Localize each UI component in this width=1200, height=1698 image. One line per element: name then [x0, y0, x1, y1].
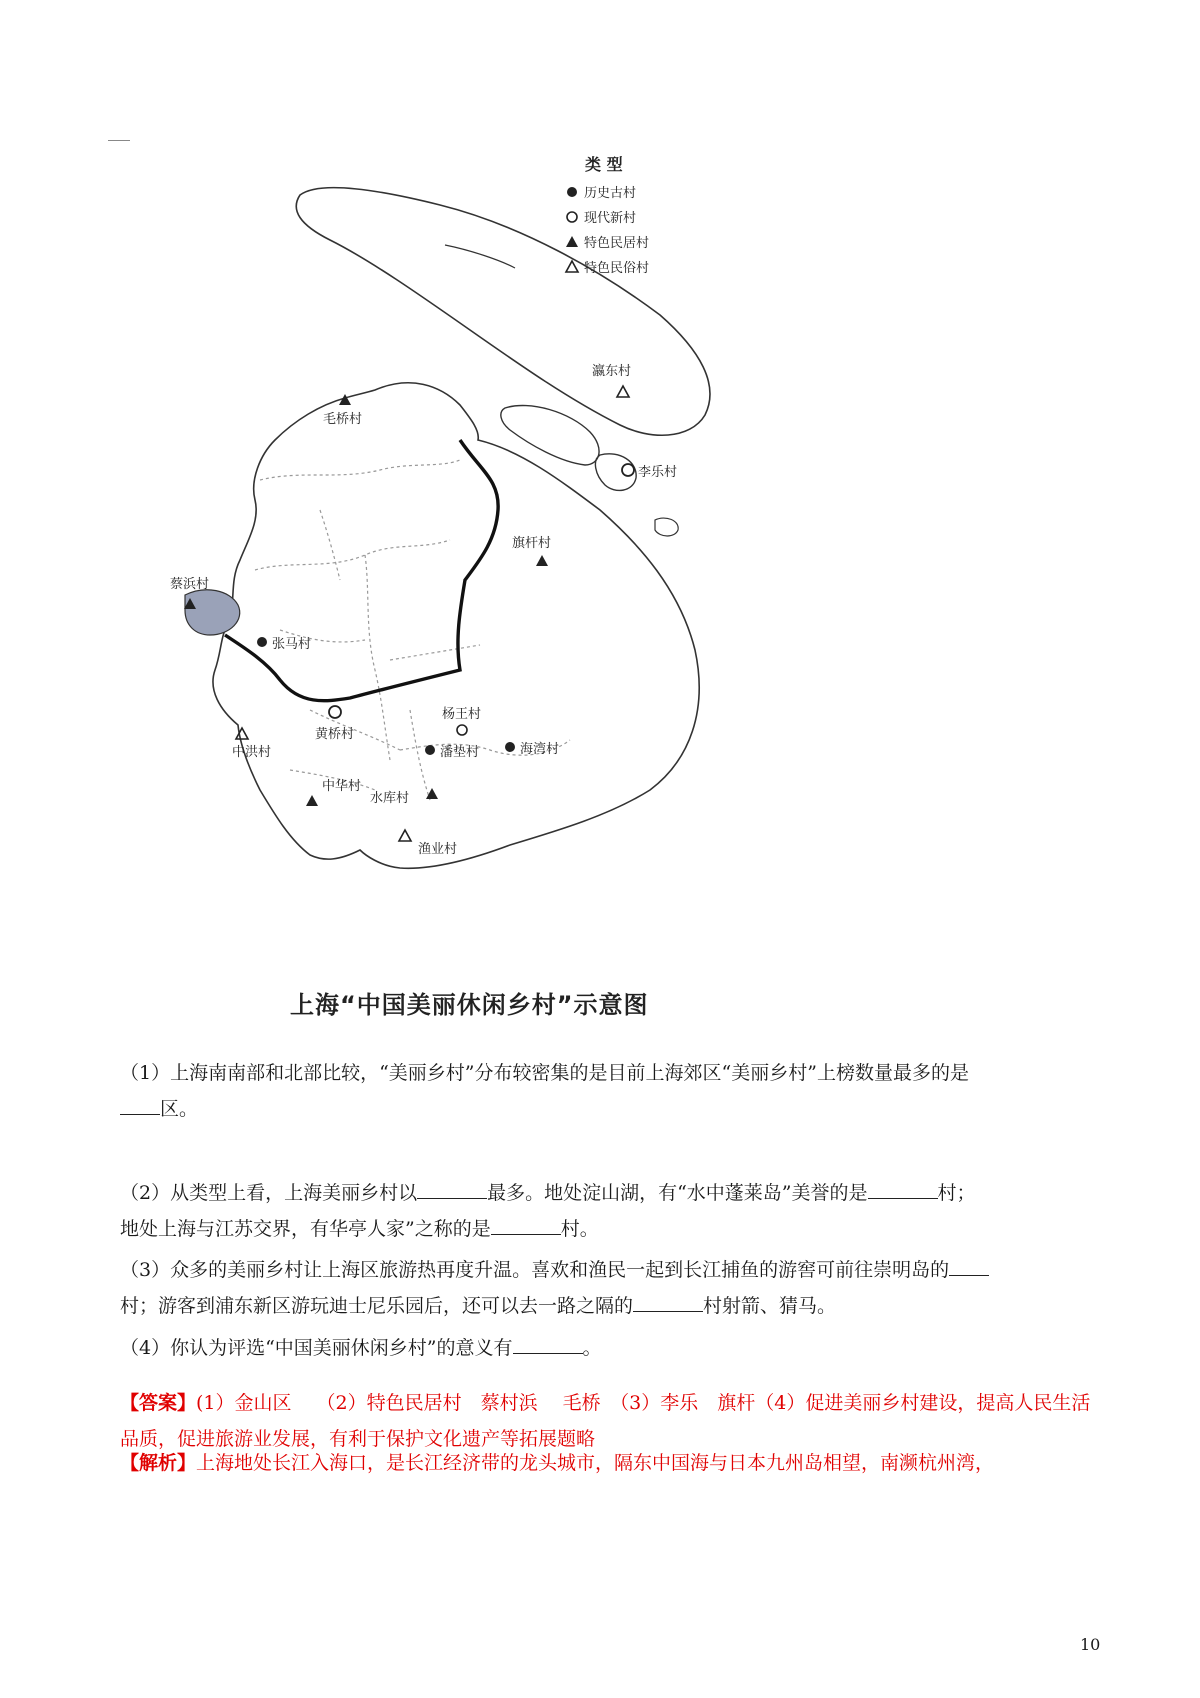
- village-label: 黄桥村: [315, 727, 355, 742]
- analysis-block: [120, 1445, 1100, 1481]
- answer-blank: [491, 1212, 561, 1235]
- village-label: 旗杆村: [512, 536, 552, 551]
- legend-item: 现代新村: [584, 211, 637, 226]
- village-marker: [457, 725, 467, 735]
- question-2: （2）从类型上看，上海美丽乡村以 最多。地处淀山湖，有“水中蓬莱岛”美誉的是 村； 地处上海与江苏交界，有华亭人家”之称的是 村。: [120, 1175, 1100, 1247]
- question-3: （3）众多的美丽乡村让上海区旅游热再度升温。喜欢和渔民一起到长江捕鱼的游窖可前往崇明岛的 村；游客到浦东新区游玩迪士尼乐园后，还可以去一路之隔的 村射箭、猜马。: [120, 1252, 1100, 1324]
- village-label: 潘垫村: [440, 745, 480, 760]
- huangpu-river: [225, 440, 498, 701]
- question-1: （1）上海南南部和北部比较，“美丽乡村”分布较密集的是目前上海郊区“美丽乡村”上榜数量最多的是 区。: [120, 1062, 969, 1120]
- legend-item: 历史古村: [584, 186, 637, 201]
- analysis-tag: 【解析】: [120, 1452, 197, 1474]
- legend-item: 特色民居村: [584, 236, 650, 251]
- village-label: 水库村: [370, 791, 410, 806]
- village-label: 渔业村: [418, 842, 458, 857]
- village-label: 瀛东村: [592, 364, 632, 379]
- answer-blank: [633, 1289, 703, 1312]
- village-label: 中洪村: [232, 745, 272, 760]
- answer-blank: [417, 1176, 487, 1199]
- village-marker: [425, 745, 435, 755]
- hengsha-island: [595, 454, 636, 491]
- village-marker: [505, 742, 515, 752]
- village-marker: [329, 706, 341, 718]
- answer-blank: [868, 1176, 938, 1199]
- village-marker: [536, 555, 548, 566]
- page-number: 10: [1080, 1635, 1101, 1654]
- legend-title: 类 型: [585, 155, 623, 174]
- village-label: 海湾村: [520, 742, 560, 757]
- village-marker: [257, 637, 267, 647]
- village-label: 杨王村: [442, 707, 482, 722]
- question-4: （4）你认为评选“中国美丽休闲乡村”的意义有 。: [120, 1330, 1100, 1366]
- shanghai-map: [160, 150, 800, 950]
- legend-item: 特色民俗村: [584, 261, 650, 276]
- answer-blank: [949, 1253, 989, 1276]
- village-label: 张马村: [272, 637, 312, 652]
- village-label: 李乐村: [638, 465, 678, 480]
- answer-blank: [513, 1331, 583, 1354]
- map-caption: 上海“中国美丽休闲乡村”示意图: [290, 991, 649, 1019]
- village-label: 毛桥村: [323, 412, 363, 427]
- mainland-outline: [213, 383, 699, 868]
- changxing-island: [501, 405, 599, 465]
- header-rule: [108, 140, 130, 141]
- dianshan-lake: [185, 590, 240, 635]
- answer-text: (1）金山区 （2）特色民居村 蔡村浜 毛桥 （3）李乐 旗杆（4）促进美丽乡村建设，提高人民生活品质，促进旅游业发展，有利于保护文化遗产等拓展题略: [120, 1392, 1091, 1450]
- village-marker: [617, 386, 629, 397]
- village-label: 蔡浜村: [170, 577, 210, 592]
- village-label: 中华村: [322, 779, 362, 794]
- village-marker: [399, 830, 411, 841]
- answer-blank: [120, 1092, 160, 1115]
- answer-tag: 【答案】: [120, 1392, 197, 1414]
- village-marker: [306, 795, 318, 806]
- chongming-island: [296, 188, 710, 436]
- village-marker: [622, 464, 634, 476]
- map-graphic: [160, 150, 800, 950]
- analysis-text: 上海地处长江入海口，是长江经济带的龙头城市，隔东中国海与日本九州岛相望，南濒杭州湾，: [196, 1452, 995, 1474]
